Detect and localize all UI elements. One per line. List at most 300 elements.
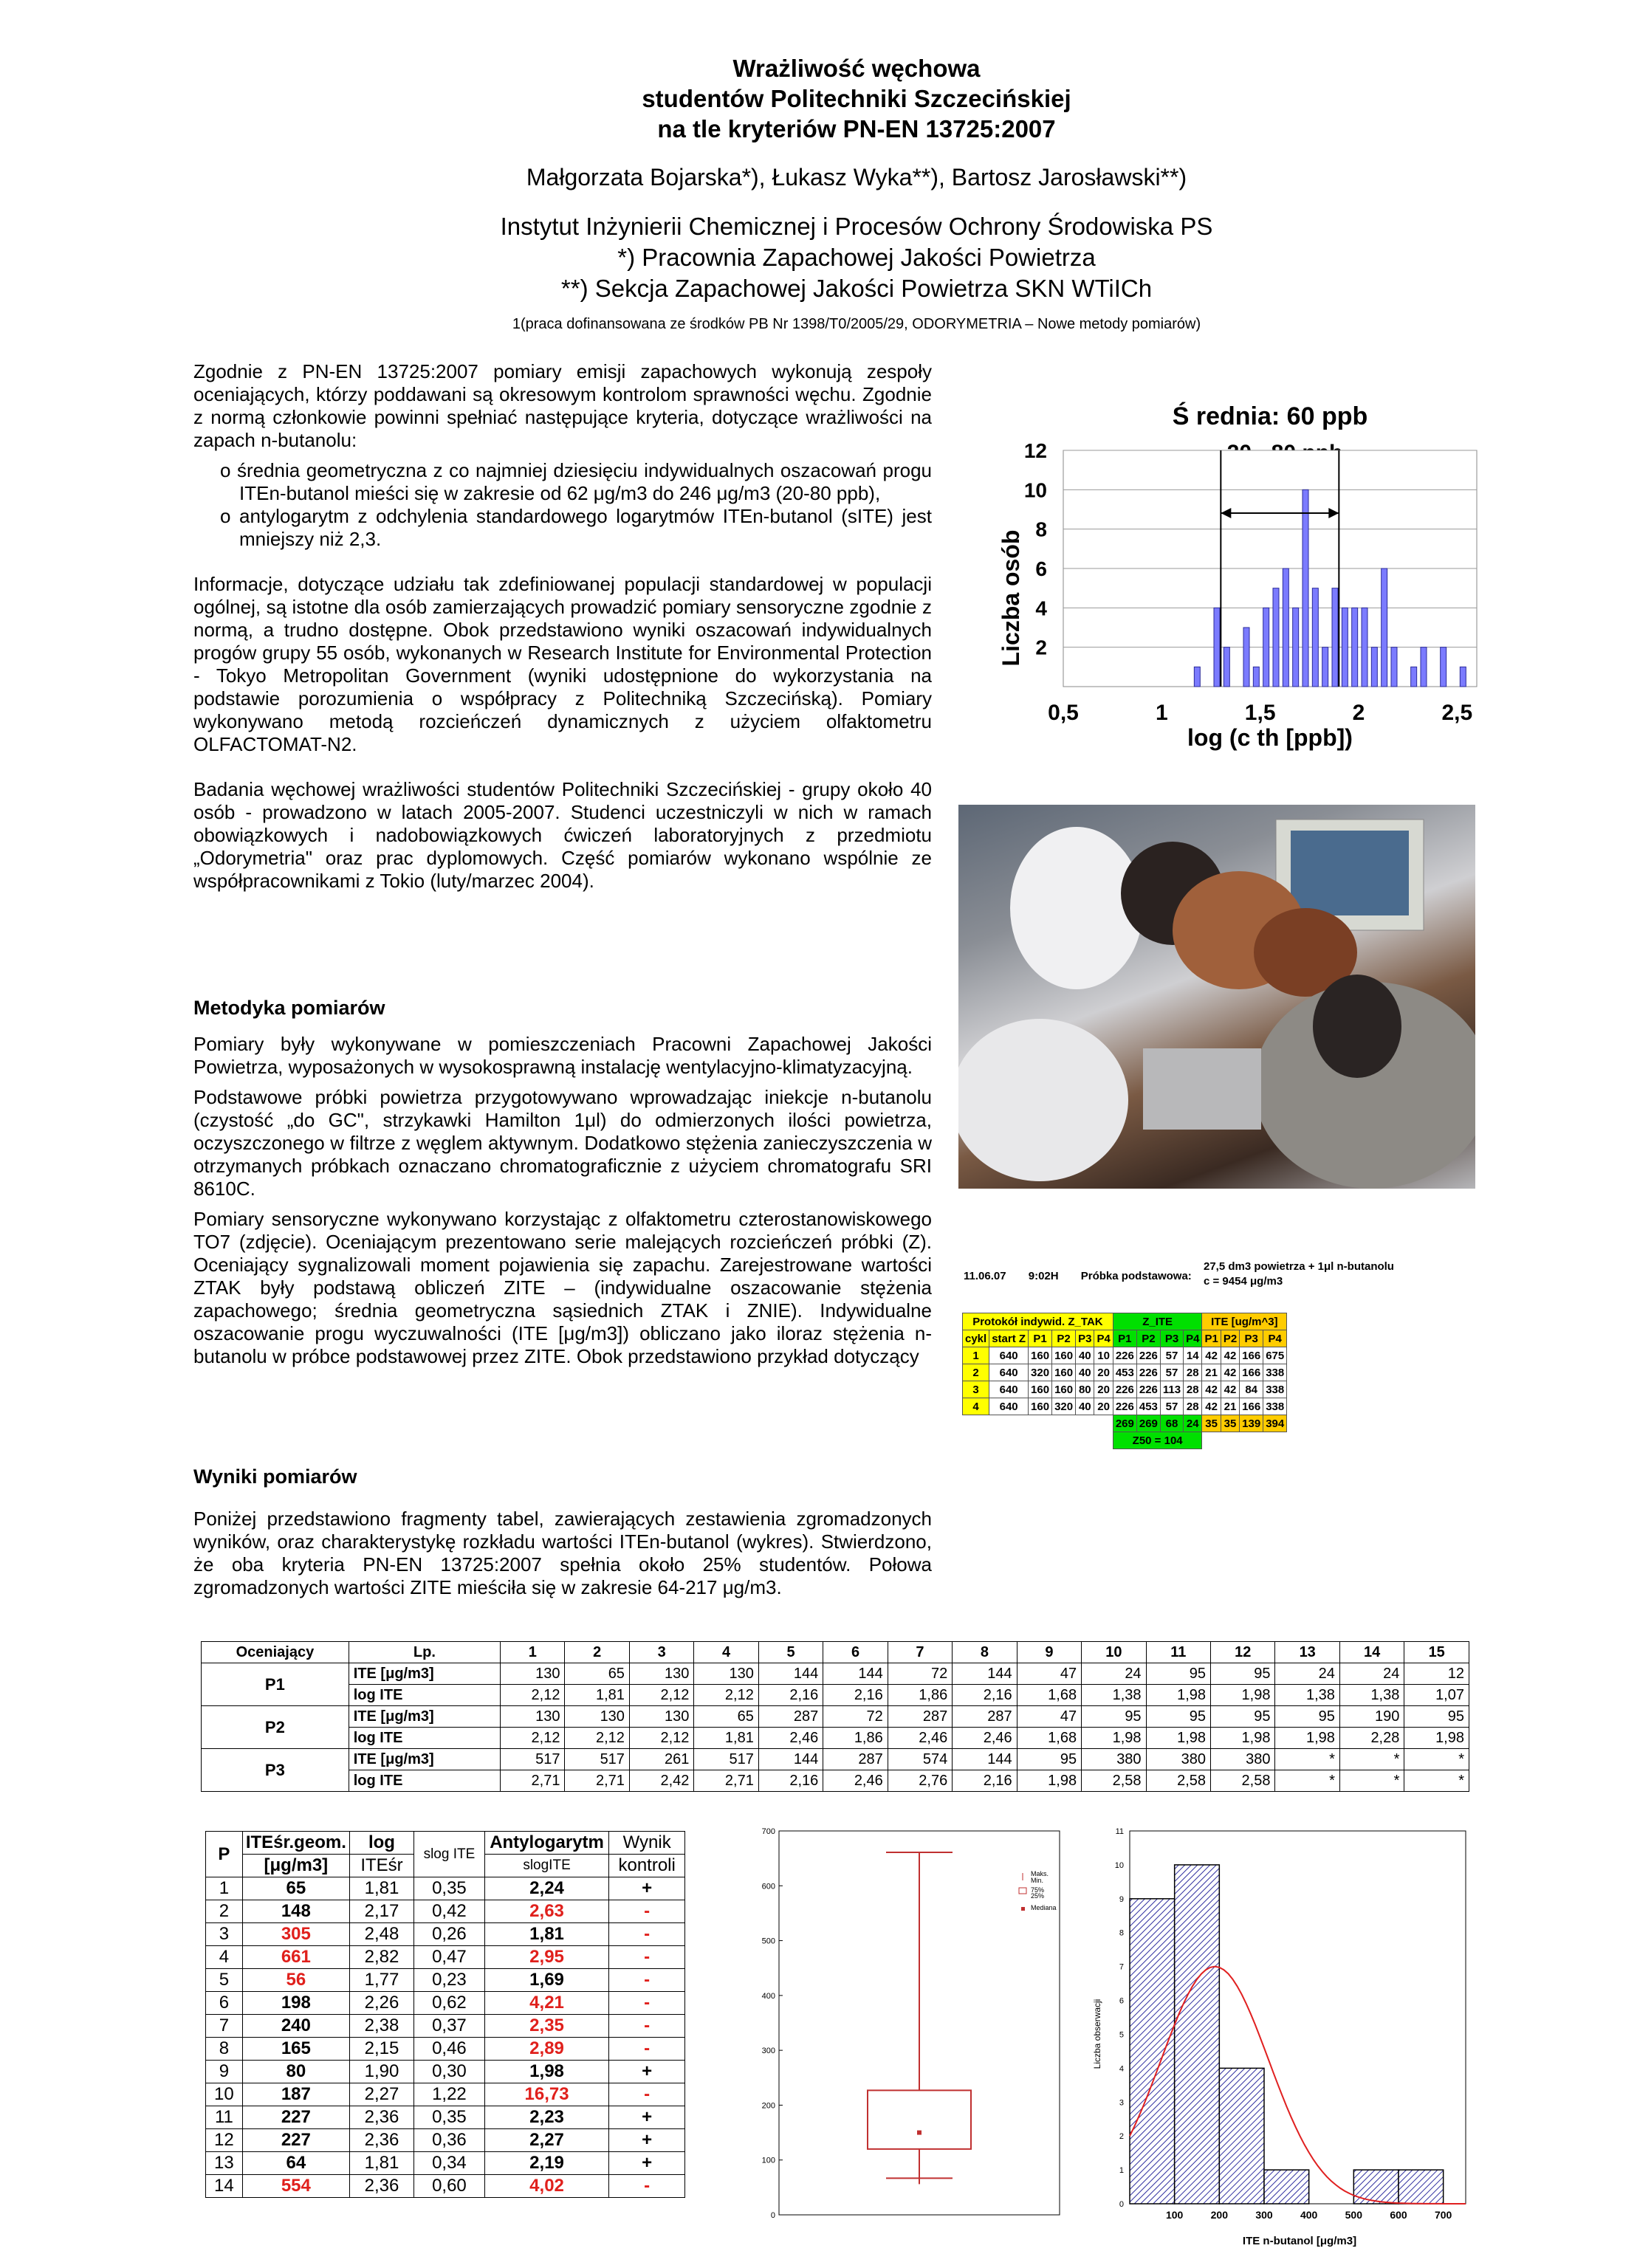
summary-p: 5 xyxy=(206,1969,243,1992)
y-tick-label: 8 xyxy=(1035,518,1047,541)
histogram-bar xyxy=(1273,588,1279,687)
poster-title xyxy=(148,53,1565,144)
results-cell: 1,38 xyxy=(1275,1685,1339,1706)
protocol-col-header: P2 xyxy=(1221,1330,1239,1347)
histogram-bar xyxy=(1264,2170,1309,2204)
protocol-col-header: P3 xyxy=(1076,1330,1094,1347)
protocol-cell: 166 xyxy=(1240,1347,1263,1364)
col-header: Antylogarytm xyxy=(484,1832,609,1855)
summary-s: 0,47 xyxy=(414,1946,485,1969)
results-cell: 2,71 xyxy=(694,1770,758,1792)
results-cell: 130 xyxy=(565,1706,629,1728)
results-cell: 1,86 xyxy=(823,1728,888,1749)
results-cell: 2,46 xyxy=(888,1728,952,1749)
summary-p: 3 xyxy=(206,1923,243,1946)
results-cell: 1,98 xyxy=(1146,1728,1210,1749)
histogram-bar xyxy=(1352,608,1358,687)
results-row xyxy=(202,1749,1469,1770)
summary-p: 12 xyxy=(206,2129,243,2152)
x-tick-label: 300 xyxy=(1255,2209,1273,2221)
results-cell: 1,98 xyxy=(1146,1685,1210,1706)
y-tick-label: 5 xyxy=(1119,2030,1124,2040)
summary-result: - xyxy=(609,1923,685,1946)
protocol-cell: 4 xyxy=(963,1398,989,1415)
summary-s: 0,62 xyxy=(414,1992,485,2015)
summary-row xyxy=(206,2129,685,2152)
histogram-bar xyxy=(1219,2068,1264,2204)
summary-s: 0,36 xyxy=(414,2129,485,2152)
text-intro-block xyxy=(193,360,932,900)
results-cell: 144 xyxy=(758,1663,823,1685)
protocol-sample xyxy=(1204,1260,1394,1289)
row-label: ITE [μg/m3] xyxy=(349,1663,500,1685)
results-cell: 1,98 xyxy=(1211,1685,1275,1706)
protocol-cell: 42 xyxy=(1221,1364,1239,1381)
summary-log: 2,36 xyxy=(349,2106,413,2129)
lab-photo-illustration xyxy=(958,805,1475,1189)
results-cell: 72 xyxy=(888,1663,952,1685)
results-col-header: 4 xyxy=(694,1642,758,1663)
summary-antylog: 2,23 xyxy=(484,2106,609,2129)
protocol-cell: 42 xyxy=(1221,1347,1239,1364)
summary-result: - xyxy=(609,2175,685,2198)
results-cell: 2,76 xyxy=(888,1770,952,1792)
histogram-bar xyxy=(1371,647,1377,687)
results-col-header: 8 xyxy=(953,1642,1017,1663)
assessor-label: P3 xyxy=(202,1749,349,1792)
protocol-sample-line: c = 9454 μg/m3 xyxy=(1204,1275,1283,1288)
protocol-cell: 338 xyxy=(1263,1364,1287,1381)
y-tick-label: 10 xyxy=(1114,1860,1124,1870)
protocol-col-header: P1 xyxy=(1113,1330,1136,1347)
protocol-label: Próbka podstawowa: xyxy=(1080,1270,1192,1282)
protocol-cell: 640 xyxy=(989,1398,1029,1415)
results-cell: 24 xyxy=(1275,1663,1339,1685)
results-col-header: 1 xyxy=(501,1642,565,1663)
protocol-group-header: Z_ITE xyxy=(1113,1313,1202,1330)
results-cell: 24 xyxy=(1339,1663,1404,1685)
results-row xyxy=(202,1770,1469,1792)
results-col-header: 12 xyxy=(1211,1642,1275,1663)
results-cell: 1,86 xyxy=(888,1685,952,1706)
summary-row xyxy=(206,1992,685,2015)
histogram-bar xyxy=(1342,608,1348,687)
protocol-col-header: cykl xyxy=(963,1330,989,1347)
col-header: Wynik xyxy=(609,1832,685,1855)
protocol-row xyxy=(963,1347,1287,1364)
results-cell: 287 xyxy=(953,1706,1017,1728)
results-cell: 2,46 xyxy=(823,1770,888,1792)
protocol-cell: 42 xyxy=(1202,1347,1221,1364)
protocol-cell: 166 xyxy=(1240,1364,1263,1381)
y-tick-label: 300 xyxy=(761,2047,775,2056)
col-header: ITEśr.geom. xyxy=(242,1832,349,1855)
x-tick-label: 2,5 xyxy=(1441,701,1473,725)
results-cell: 2,16 xyxy=(758,1770,823,1792)
summary-antylog: 4,21 xyxy=(484,1992,609,2015)
histogram-bar xyxy=(1411,667,1417,687)
summary-ite: 198 xyxy=(242,1992,349,2015)
protocol-sample-line: 27,5 dm3 powietrza + 1μl n-butanolu xyxy=(1204,1260,1394,1273)
results-cell: 130 xyxy=(694,1663,758,1685)
summary-p: 7 xyxy=(206,2015,243,2038)
protocol-cell: 20 xyxy=(1094,1381,1113,1398)
protocol-time: 9:02H xyxy=(1028,1270,1059,1282)
results-cell: 380 xyxy=(1082,1749,1146,1770)
results-row xyxy=(202,1663,1469,1685)
results-col-header: 11 xyxy=(1146,1642,1210,1663)
summary-antylog: 2,19 xyxy=(484,2152,609,2175)
protocol-cell: 160 xyxy=(1052,1381,1076,1398)
title-line: studentów Politechniki Szczecińskiej xyxy=(642,85,1071,112)
summary-antylog: 16,73 xyxy=(484,2083,609,2106)
protocol-cell: 21 xyxy=(1202,1364,1221,1381)
histogram-bar xyxy=(1283,568,1288,687)
protocol-table xyxy=(962,1313,1287,1449)
summary-antylog: 2,27 xyxy=(484,2129,609,2152)
protocol-cell: 28 xyxy=(1184,1398,1202,1415)
summary-p: 13 xyxy=(206,2152,243,2175)
protocol-cell: 160 xyxy=(1052,1347,1076,1364)
summary-antylog: 2,35 xyxy=(484,2015,609,2038)
institute-line: **) Sekcja Zapachowej Jakości Powietrza SKN WTiICh xyxy=(560,275,1153,302)
col-header: [μg/m3] xyxy=(242,1855,349,1877)
results-cell: 1,81 xyxy=(565,1685,629,1706)
histogram-bar xyxy=(1303,489,1308,687)
histogram-bar xyxy=(1263,608,1269,687)
summary-log: 2,27 xyxy=(349,2083,413,2106)
results-cell: 190 xyxy=(1339,1706,1404,1728)
y-tick-label: 2 xyxy=(1119,2132,1124,2142)
protocol-cell: 226 xyxy=(1113,1347,1136,1364)
results-cell: 1,81 xyxy=(694,1728,758,1749)
summary-s: 0,30 xyxy=(414,2061,485,2083)
results-cell: 144 xyxy=(758,1749,823,1770)
section-heading-methods: Metodyka pomiarów xyxy=(193,997,385,1019)
summary-ite: 148 xyxy=(242,1900,349,1923)
col-header: P xyxy=(206,1832,243,1877)
protocol-cell: 42 xyxy=(1202,1381,1221,1398)
summary-log: 1,77 xyxy=(349,1969,413,1992)
boxplot-chart xyxy=(746,1820,1071,2233)
threshold-distribution-chart xyxy=(960,391,1492,760)
summary-log: 1,90 xyxy=(349,2061,413,2083)
summary-ite: 56 xyxy=(242,1969,349,1992)
criteria-item: o antylogarytm z odchylenia standardowego logarytmów ITEn-butanol (sITE) jest mniejszy niż 2,3. xyxy=(220,505,932,550)
protocol-col-header: start Z xyxy=(989,1330,1029,1347)
results-cell: 2,12 xyxy=(694,1685,758,1706)
y-tick-label: 11 xyxy=(1115,1827,1124,1836)
results-cell: 47 xyxy=(1017,1706,1081,1728)
protocol-col-header: P1 xyxy=(1029,1330,1052,1347)
protocol-cell: 166 xyxy=(1240,1398,1263,1415)
protocol-sum-cell: 139 xyxy=(1240,1415,1263,1432)
histogram-bar xyxy=(1130,1899,1175,2204)
methods-paragraph: Pomiary sensoryczne wykonywano korzystając z olfaktometru czterostanowiskowego TO7 (zdjęcie). Oceniającym prezentowano serie malejących rozcieńczeń próbki (Z). Oceniający sygnalizowali moment pojawienia się zapachu. Zarejestrowane wartości ZTAK były podstawą obliczeń ZITE – (indywidualne oszacowanie stężenia zapachowego; średnia geometryczna sąsiednich ZTAK i ZNIE). Indywidualne oszacowanie progu wyczuwalności (ITE [μg/m3]) obliczano jako iloraz stężenia n-butanolu w próbce podstawowej przez ZITE. Obok przedstawiono przykład dotyczący xyxy=(193,1208,932,1367)
results-cell: 130 xyxy=(501,1706,565,1728)
x-tick-label: 100 xyxy=(1165,2209,1184,2221)
results-cell: 1,98 xyxy=(1082,1728,1146,1749)
protocol-date: 11.06.07 xyxy=(964,1270,1006,1282)
summary-row xyxy=(206,2175,685,2198)
y-tick-label: 9 xyxy=(1119,1894,1124,1904)
summary-row xyxy=(206,2106,685,2129)
results-cell: 517 xyxy=(565,1749,629,1770)
summary-ite: 80 xyxy=(242,2061,349,2083)
results-row xyxy=(202,1706,1469,1728)
results-cell: 2,16 xyxy=(823,1685,888,1706)
results-cell: 95 xyxy=(1146,1706,1210,1728)
summary-result: - xyxy=(609,1900,685,1923)
summary-antylog: 2,24 xyxy=(484,1877,609,1900)
results-col-header: 15 xyxy=(1404,1642,1469,1663)
legend-label: 25% xyxy=(1031,1892,1045,1900)
summary-antylog: 2,95 xyxy=(484,1946,609,1969)
protocol-cell: 113 xyxy=(1160,1381,1183,1398)
results-cell: 517 xyxy=(694,1749,758,1770)
results-cell: * xyxy=(1339,1749,1404,1770)
results-col-header: 3 xyxy=(629,1642,693,1663)
legend-label: Mediana xyxy=(1031,1904,1057,1911)
histogram-bar xyxy=(1353,2170,1399,2204)
histogram-bar xyxy=(1293,608,1299,687)
y-tick-label: 200 xyxy=(761,2101,775,2111)
protocol-col-header: P2 xyxy=(1136,1330,1160,1347)
results-cell: 1,07 xyxy=(1404,1685,1469,1706)
results-cell: 95 xyxy=(1275,1706,1339,1728)
summary-log: 2,15 xyxy=(349,2038,413,2061)
summary-antylog: 4,02 xyxy=(484,2175,609,2198)
results-cell: 2,46 xyxy=(953,1728,1017,1749)
institute xyxy=(148,211,1565,304)
x-tick-label: 600 xyxy=(1390,2209,1407,2221)
y-tick-label: 0 xyxy=(1119,2200,1124,2209)
results-col-header: 2 xyxy=(565,1642,629,1663)
summary-s: 0,37 xyxy=(414,2015,485,2038)
results-col-header: 6 xyxy=(823,1642,888,1663)
summary-s: 0,60 xyxy=(414,2175,485,2198)
summary-result: + xyxy=(609,1877,685,1900)
row-label: log ITE xyxy=(349,1770,500,1792)
results-cell: 2,12 xyxy=(629,1685,693,1706)
results-cell: 2,71 xyxy=(565,1770,629,1792)
methods-paragraph: Podstawowe próbki powietrza przygotowywano wprowadzając iniekcje n-butanolu (czystość „do GC", strzykawki Hamilton 1μl) do odmierzonych ilości powietrza, oczyszczonego w filtrze z węglem aktywnym. Dodatkowo stężenia zanieczyszczenia w otrzymanych próbkach oznaczano chromatograficznie z użyciem chromatografu SRI 8610C. xyxy=(193,1086,932,1200)
protocol-row xyxy=(963,1381,1287,1398)
summary-log: 2,17 xyxy=(349,1900,413,1923)
results-col-header: 10 xyxy=(1082,1642,1146,1663)
summary-p: 1 xyxy=(206,1877,243,1900)
section-heading-results: Wyniki pomiarów xyxy=(193,1465,357,1488)
results-cell: 65 xyxy=(694,1706,758,1728)
summary-log: 2,36 xyxy=(349,2175,413,2198)
results-col-header: 5 xyxy=(758,1642,823,1663)
summary-p: 10 xyxy=(206,2083,243,2106)
summary-result: - xyxy=(609,1969,685,1992)
protocol-cell: 226 xyxy=(1136,1347,1160,1364)
protocol-sum-cell: 24 xyxy=(1184,1415,1202,1432)
summary-row xyxy=(206,1900,685,1923)
protocol-cell: 20 xyxy=(1094,1398,1113,1415)
results-cell: 2,58 xyxy=(1146,1770,1210,1792)
median-marker xyxy=(917,2131,922,2135)
y-tick-label: 4 xyxy=(1119,2064,1124,2074)
results-cell: 380 xyxy=(1146,1749,1210,1770)
protocol-col-header: P3 xyxy=(1160,1330,1183,1347)
summary-log: 1,81 xyxy=(349,2152,413,2175)
protocol-cell: 338 xyxy=(1263,1381,1287,1398)
results-block xyxy=(193,1465,932,1606)
summary-result: + xyxy=(609,2106,685,2129)
results-cell: 2,12 xyxy=(501,1728,565,1749)
results-cell: 2,16 xyxy=(953,1770,1017,1792)
histogram-bar xyxy=(1399,2170,1444,2204)
criteria-item: o średnia geometryczna z co najmniej dziesięciu indywidualnych oszacowań progu ITEn-butanol mieści się w zakresie od 62 μg/m3 do 246 μg/m3 (20-80 ppb), xyxy=(220,459,932,504)
x-axis-label: ITE n-butanol [μg/m3] xyxy=(1242,2235,1357,2247)
results-cell: 2,16 xyxy=(953,1685,1017,1706)
x-tick-label: 1 xyxy=(1155,701,1168,725)
summary-p: 11 xyxy=(206,2106,243,2129)
results-cell: 144 xyxy=(953,1749,1017,1770)
results-cell: 261 xyxy=(629,1749,693,1770)
y-tick-label: 700 xyxy=(761,1827,775,1836)
summary-row xyxy=(206,1969,685,1992)
y-tick-label: 100 xyxy=(761,2156,775,2165)
summary-ite: 64 xyxy=(242,2152,349,2175)
results-table xyxy=(201,1641,1469,1792)
y-tick-label: 6 xyxy=(1035,557,1047,580)
protocol-sum-cell: 35 xyxy=(1221,1415,1239,1432)
summary-p: 8 xyxy=(206,2038,243,2061)
legend-label: Min. xyxy=(1031,1877,1044,1884)
results-col-header: 7 xyxy=(888,1642,952,1663)
results-cell: 24 xyxy=(1082,1663,1146,1685)
results-row xyxy=(202,1685,1469,1706)
histogram-chart xyxy=(1085,1820,1484,2255)
summary-log: 1,81 xyxy=(349,1877,413,1900)
protocol-cell: 20 xyxy=(1094,1364,1113,1381)
protocol-cell: 160 xyxy=(1029,1398,1052,1415)
y-tick-label: 500 xyxy=(761,1937,775,1946)
chart-title: Ś rednia: 60 ppb xyxy=(1172,402,1368,430)
protocol-cell: 28 xyxy=(1184,1381,1202,1398)
results-cell: 380 xyxy=(1211,1749,1275,1770)
summary-s: 0,35 xyxy=(414,1877,485,1900)
results-cell: 1,98 xyxy=(1211,1728,1275,1749)
protocol-sum-cell: 35 xyxy=(1202,1415,1221,1432)
results-cell: 2,58 xyxy=(1211,1770,1275,1792)
results-cell: 12 xyxy=(1404,1663,1469,1685)
info-paragraph: Informacje, dotyczące udziału tak zdefiniowanej populacji standardowej w populacji ogólnej, są istotne dla osób zamierzających prowadzić pomiary sensoryczne zgodnie z normą, a trudno dostępne. Obok przedstawiono wyniki oszacowań indywidualnych progów grupy 55 osób, wykonanych w Research Institute for Environmental Protection - Tokyo Metropolitan Government (wyniki udostępnione do wykorzystania na podstawie porozumienia o współpracy z Politechniką Szczecińską). Pomiary wykonywano metodą rozcieńczeń dynamicznych z użyciem olfaktometru OLFACTOMAT-N2. xyxy=(193,573,932,755)
results-cell: 95 xyxy=(1211,1706,1275,1728)
summary-row xyxy=(206,2152,685,2175)
protocol-cell: 338 xyxy=(1263,1398,1287,1415)
col-header: slog ITE xyxy=(414,1832,485,1877)
summary-s: 0,35 xyxy=(414,2106,485,2129)
protocol-cell: 28 xyxy=(1184,1364,1202,1381)
results-cell: * xyxy=(1275,1749,1339,1770)
summary-log: 2,38 xyxy=(349,2015,413,2038)
x-tick-label: 0,5 xyxy=(1048,701,1079,725)
summary-s: 0,23 xyxy=(414,1969,485,1992)
x-tick-label: 2 xyxy=(1352,701,1365,725)
summary-s: 0,46 xyxy=(414,2038,485,2061)
protocol-cell: 226 xyxy=(1136,1364,1160,1381)
summary-ite: 661 xyxy=(242,1946,349,1969)
protocol-header xyxy=(964,1270,1192,1282)
summary-ite: 227 xyxy=(242,2106,349,2129)
summary-s: 0,42 xyxy=(414,1900,485,1923)
histogram-bar xyxy=(1253,667,1259,687)
assessor-label: P1 xyxy=(202,1663,349,1706)
protocol-cell: 57 xyxy=(1160,1398,1183,1415)
funding-note: 1(praca dofinansowana ze środków PB Nr 1398/T0/2005/29, ODORYMETRIA – Nowe metody pomiarów) xyxy=(512,316,1201,332)
protocol-cell: 57 xyxy=(1160,1347,1183,1364)
protocol-cell: 226 xyxy=(1113,1398,1136,1415)
results-cell: 95 xyxy=(1404,1706,1469,1728)
x-tick-label: 400 xyxy=(1300,2209,1318,2221)
summary-row xyxy=(206,2061,685,2083)
results-cell: 144 xyxy=(953,1663,1017,1685)
summary-antylog: 2,63 xyxy=(484,1900,609,1923)
summary-p: 2 xyxy=(206,1900,243,1923)
histogram-bar xyxy=(1214,608,1220,687)
histogram-bar xyxy=(1175,1865,1220,2204)
protocol-sum-cell: 68 xyxy=(1160,1415,1183,1432)
summary-p: 6 xyxy=(206,1992,243,2015)
protocol-sum-cell: 269 xyxy=(1113,1415,1136,1432)
methods-paragraph: Pomiary były wykonywane w pomieszczeniach Pracowni Zapachowej Jakości Powietrza, wyposażonych w wysokosprawną instalację wentylacyjno-klimatyzacyjną. xyxy=(193,1033,932,1078)
results-cell: 2,12 xyxy=(629,1728,693,1749)
histogram-bar xyxy=(1322,647,1328,687)
protocol-cell: 320 xyxy=(1052,1398,1076,1415)
summary-antylog: 2,89 xyxy=(484,2038,609,2061)
results-cell: 2,46 xyxy=(758,1728,823,1749)
summary-result: + xyxy=(609,2129,685,2152)
summary-result: - xyxy=(609,2038,685,2061)
histogram-bar xyxy=(1441,647,1446,687)
results-cell: 65 xyxy=(565,1663,629,1685)
summary-log: 2,48 xyxy=(349,1923,413,1946)
results-cell: * xyxy=(1275,1770,1339,1792)
results-cell: 287 xyxy=(823,1749,888,1770)
results-paragraph: Poniżej przedstawiono fragmenty tabel, zawierających zestawienia zgromadzonych wyników, oraz charakterystykę rozkładu wartości ITEn-butanol (wykres). Stwierdzono, że oba kryteria PN-EN 13725:2007 spełnia około 25% studentów. Połowa zgromadzonych wartości ZITE mieściła się w zakresie 64-217 μg/m3. xyxy=(193,1508,932,1598)
protocol-cell: 675 xyxy=(1263,1347,1287,1364)
results-cell: 2,12 xyxy=(565,1728,629,1749)
results-cell: 95 xyxy=(1146,1663,1210,1685)
y-tick-label: 12 xyxy=(1023,439,1047,462)
results-cell: 130 xyxy=(501,1663,565,1685)
y-tick-label: 600 xyxy=(761,1882,775,1891)
results-cell: 2,42 xyxy=(629,1770,693,1792)
title-line: Wrażliwość węchowa xyxy=(732,55,981,82)
summary-row xyxy=(206,2015,685,2038)
results-col-header: Oceniający xyxy=(202,1642,349,1663)
results-cell: 2,12 xyxy=(501,1685,565,1706)
results-cell: 130 xyxy=(629,1663,693,1685)
protocol-col-header: P3 xyxy=(1240,1330,1263,1347)
results-cell: 95 xyxy=(1082,1706,1146,1728)
protocol-cell: 226 xyxy=(1136,1381,1160,1398)
histogram-bar xyxy=(1421,647,1427,687)
protocol-cell: 453 xyxy=(1136,1398,1160,1415)
summary-antylog: 1,69 xyxy=(484,1969,609,1992)
results-cell: 1,98 xyxy=(1404,1728,1469,1749)
legend-label: Maks. xyxy=(1031,1870,1049,1877)
protocol-col-header: P2 xyxy=(1052,1330,1076,1347)
results-cell: * xyxy=(1404,1770,1469,1792)
results-col-header: 9 xyxy=(1017,1642,1081,1663)
protocol-col-header: P4 xyxy=(1094,1330,1113,1347)
